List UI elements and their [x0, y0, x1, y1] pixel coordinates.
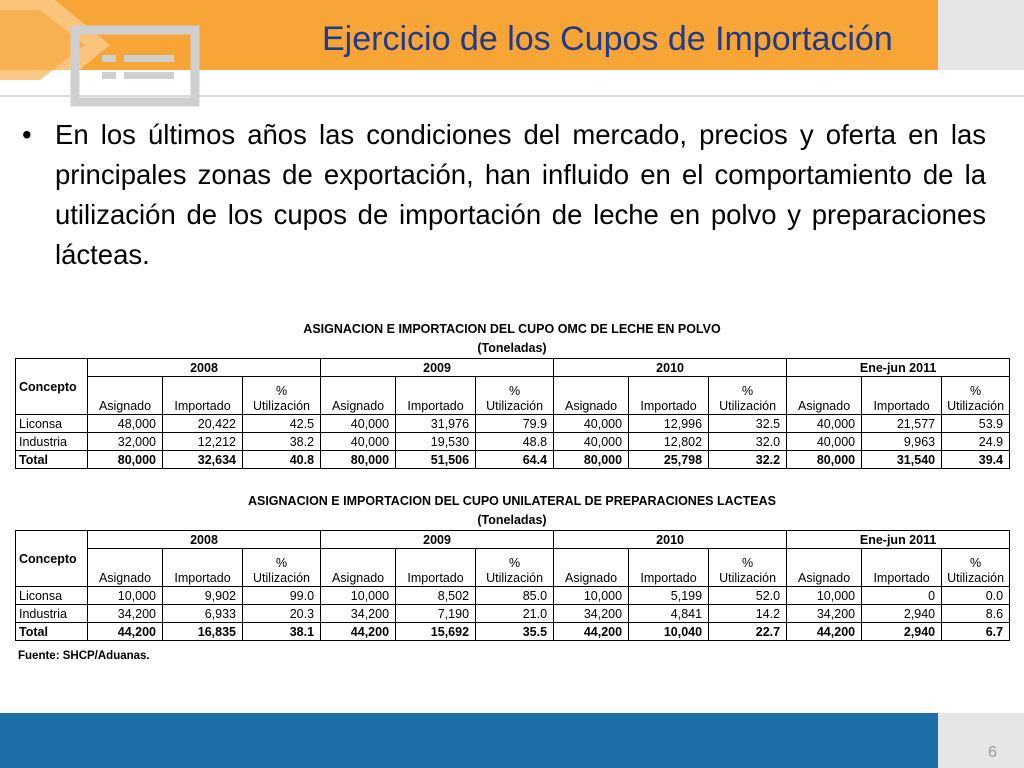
table-cell: 80,000 — [787, 451, 862, 469]
table-cell: 53.9 — [942, 415, 1010, 433]
table-cell: 10,000 — [554, 587, 629, 605]
assigned-header: Asignado — [321, 377, 396, 415]
utilization-header — [709, 549, 787, 587]
percent-sign: % — [970, 384, 982, 398]
utilization-label: Utilización — [719, 399, 777, 413]
table-cell: 51,506 — [396, 451, 476, 469]
footer-corner — [938, 713, 1024, 768]
table-cell: 9,963 — [862, 433, 942, 451]
header-corner — [938, 0, 1024, 70]
table-cell: 12,996 — [629, 415, 709, 433]
concept-header: Concepto — [16, 531, 88, 587]
table-cell: 34,200 — [554, 605, 629, 623]
imported-header: Importado — [163, 377, 243, 415]
table-cell: 44,200 — [554, 623, 629, 641]
table-cell: 38.2 — [243, 433, 321, 451]
table-cell: 32,000 — [88, 433, 163, 451]
table-cell: 44,200 — [321, 623, 396, 641]
table-cell: 39.4 — [942, 451, 1010, 469]
utilization-header — [709, 377, 787, 415]
imported-header: Importado — [396, 377, 476, 415]
imported-header: Importado — [396, 549, 476, 587]
bullet-paragraph — [22, 115, 986, 275]
table-cell: 40,000 — [321, 415, 396, 433]
utilization-header — [243, 377, 321, 415]
year-header: 2009 — [321, 531, 554, 549]
table-cell: 80,000 — [88, 451, 163, 469]
table-cell: 44,200 — [88, 623, 163, 641]
table-cell: 0 — [862, 587, 942, 605]
table-cell: 40,000 — [554, 415, 629, 433]
table-cell: 99.0 — [243, 587, 321, 605]
table-cell: 24.9 — [942, 433, 1010, 451]
utilization-label: Utilización — [486, 571, 544, 585]
table-cell: 32.5 — [709, 415, 787, 433]
table2-title: ASIGNACION E IMPORTACION DEL CUPO UNILATERAL DE PREPARACIONES LACTEAS — [247, 494, 777, 508]
assigned-header: Asignado — [554, 377, 629, 415]
assigned-header: Asignado — [321, 549, 396, 587]
table-cell: 12,802 — [629, 433, 709, 451]
table1-year-row — [16, 359, 1010, 377]
row-label: Total — [16, 623, 88, 641]
footer-band — [0, 713, 938, 768]
table-cell: 25,798 — [629, 451, 709, 469]
concept-header: Concepto — [16, 359, 88, 415]
table-cell: 34,200 — [787, 605, 862, 623]
table-cell: 34,200 — [88, 605, 163, 623]
utilization-label: Utilización — [947, 571, 1005, 585]
row-label: Industria — [16, 433, 88, 451]
table-cell: 35.5 — [476, 623, 554, 641]
table-row — [16, 451, 1010, 469]
assigned-header: Asignado — [787, 377, 862, 415]
table-cell: 7,190 — [396, 605, 476, 623]
year-header: 2010 — [554, 531, 787, 549]
table-cell: 40,000 — [554, 433, 629, 451]
year-header: 2009 — [321, 359, 554, 377]
slide-title: Ejercicio de los Cupos de Importación — [322, 20, 893, 58]
year-header: Ene-jun 2011 — [787, 359, 1010, 377]
table1-title: ASIGNACION E IMPORTACION DEL CUPO OMC DE LECHE EN POLVO — [303, 322, 721, 336]
table-cell: 48,000 — [88, 415, 163, 433]
table-cell: 12,212 — [163, 433, 243, 451]
table2 — [15, 530, 1010, 641]
bullet-marker: • — [22, 119, 32, 150]
table-cell: 31,540 — [862, 451, 942, 469]
table-cell: 20,422 — [163, 415, 243, 433]
table2-subheader-row — [16, 549, 1010, 587]
percent-sign: % — [275, 384, 288, 398]
table-cell: 32.0 — [709, 433, 787, 451]
source-note: Fuente: SHCP/Aduanas. — [18, 650, 150, 662]
table-cell: 10,040 — [629, 623, 709, 641]
row-label: Liconsa — [16, 587, 88, 605]
percent-sign: % — [742, 384, 754, 398]
imported-header: Importado — [862, 549, 942, 587]
table-cell: 52.0 — [709, 587, 787, 605]
table-cell: 2,940 — [862, 623, 942, 641]
imported-header: Importado — [862, 377, 942, 415]
year-header: 2010 — [554, 359, 787, 377]
percent-sign: % — [508, 556, 521, 570]
table-cell: 22.7 — [709, 623, 787, 641]
table-cell: 10,000 — [88, 587, 163, 605]
table-cell: 80,000 — [321, 451, 396, 469]
table-cell: 44,200 — [787, 623, 862, 641]
table-cell: 4,841 — [629, 605, 709, 623]
table-row — [16, 587, 1010, 605]
utilization-label: Utilización — [253, 571, 310, 585]
table-row — [16, 433, 1010, 451]
utilization-header — [942, 377, 1010, 415]
table-cell: 21,577 — [862, 415, 942, 433]
utilization-header — [476, 377, 554, 415]
utilization-header — [942, 549, 1010, 587]
table-cell: 15,692 — [396, 623, 476, 641]
table-cell: 40,000 — [321, 433, 396, 451]
table-cell: 79.9 — [476, 415, 554, 433]
percent-sign: % — [275, 556, 288, 570]
table-cell: 85.0 — [476, 587, 554, 605]
table-row — [16, 415, 1010, 433]
row-label: Industria — [16, 605, 88, 623]
table2-units: (Toneladas) — [477, 513, 547, 527]
table-row — [16, 623, 1010, 641]
table-cell: 8,502 — [396, 587, 476, 605]
table-cell: 10,000 — [787, 587, 862, 605]
table-cell: 32.2 — [709, 451, 787, 469]
assigned-header: Asignado — [554, 549, 629, 587]
table-cell: 32,634 — [163, 451, 243, 469]
table-cell: 48.8 — [476, 433, 554, 451]
table-cell: 38.1 — [243, 623, 321, 641]
year-header: 2008 — [88, 359, 321, 377]
percent-sign: % — [508, 384, 521, 398]
year-header: 2008 — [88, 531, 321, 549]
table-cell: 0.0 — [942, 587, 1010, 605]
imported-header: Importado — [629, 377, 709, 415]
table-cell: 9,902 — [163, 587, 243, 605]
table-cell: 16,835 — [163, 623, 243, 641]
paragraph-text: En los últimos años las condiciones del mercado, precios y oferta en las principales zonas de exportación, han influido en el comportamiento de la utilización de los cupos de importación de leche en polvo y preparaciones lácteas. — [55, 119, 986, 270]
utilization-label: Utilización — [947, 399, 1005, 413]
table-cell: 80,000 — [554, 451, 629, 469]
assigned-header: Asignado — [88, 549, 163, 587]
table-cell: 34,200 — [321, 605, 396, 623]
table-cell: 6.7 — [942, 623, 1010, 641]
table-cell: 21.0 — [476, 605, 554, 623]
utilization-label: Utilización — [253, 399, 310, 413]
imported-header: Importado — [163, 549, 243, 587]
table1 — [15, 358, 1010, 469]
table-cell: 40.8 — [243, 451, 321, 469]
table-cell: 10,000 — [321, 587, 396, 605]
table-cell: 19,530 — [396, 433, 476, 451]
year-header: Ene-jun 2011 — [787, 531, 1010, 549]
utilization-header — [243, 549, 321, 587]
assigned-header: Asignado — [88, 377, 163, 415]
table-cell: 64.4 — [476, 451, 554, 469]
percent-sign: % — [742, 556, 754, 570]
utilization-header — [476, 549, 554, 587]
table-cell: 20.3 — [243, 605, 321, 623]
imported-header: Importado — [629, 549, 709, 587]
table-cell: 5,199 — [629, 587, 709, 605]
table-cell: 40,000 — [787, 415, 862, 433]
utilization-label: Utilización — [719, 571, 777, 585]
table-cell: 40,000 — [787, 433, 862, 451]
table1-subheader-row — [16, 377, 1010, 415]
table2-year-row — [16, 531, 1010, 549]
table-cell: 8.6 — [942, 605, 1010, 623]
table-cell: 6,933 — [163, 605, 243, 623]
assigned-header: Asignado — [787, 549, 862, 587]
table-cell: 42.5 — [243, 415, 321, 433]
utilization-label: Utilización — [486, 399, 544, 413]
table-cell: 2,940 — [862, 605, 942, 623]
table-row — [16, 605, 1010, 623]
document-icon — [0, 0, 240, 110]
table-cell: 14.2 — [709, 605, 787, 623]
page-number: 6 — [988, 744, 997, 761]
percent-sign: % — [970, 556, 982, 570]
row-label: Total — [16, 451, 88, 469]
table-cell: 31,976 — [396, 415, 476, 433]
table1-units: (Toneladas) — [477, 341, 547, 355]
row-label: Liconsa — [16, 415, 88, 433]
